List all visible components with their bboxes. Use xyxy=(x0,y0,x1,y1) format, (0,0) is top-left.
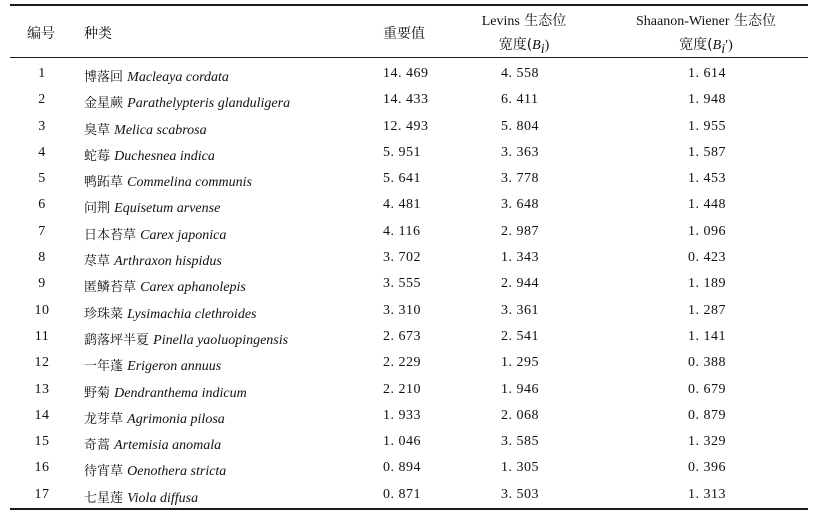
row-number: 4 xyxy=(38,144,46,160)
species-chinese-name: 待宵草 xyxy=(84,464,124,480)
table-header xyxy=(10,6,808,57)
importance-value: 0. 871 xyxy=(383,486,421,502)
shannon-wiener-breadth: 1. 141 xyxy=(688,328,726,344)
importance-value: 1. 933 xyxy=(383,407,421,423)
shannon-wiener-breadth: 0. 679 xyxy=(688,381,726,397)
levins-breadth: 3. 585 xyxy=(501,434,539,450)
levins-breadth: 1. 946 xyxy=(501,381,539,397)
table-row xyxy=(10,166,808,192)
species-chinese-name: 荩草 xyxy=(84,254,111,270)
importance-value: 4. 116 xyxy=(383,223,421,239)
row-number: 15 xyxy=(34,434,50,450)
shannon-wiener-breadth: 1. 448 xyxy=(688,197,726,213)
levins-breadth: 2. 068 xyxy=(501,407,539,423)
species-latin-name: Carex japonica xyxy=(140,227,227,243)
row-number: 2 xyxy=(38,92,46,108)
levins-breadth: 5. 804 xyxy=(501,118,539,134)
species-chinese-name: 臭草 xyxy=(84,122,111,138)
importance-value: 2. 210 xyxy=(383,381,421,397)
levins-breadth: 2. 944 xyxy=(501,276,539,292)
table-row xyxy=(10,403,808,429)
table-row xyxy=(10,114,808,140)
header-importance: 重要值 xyxy=(383,26,425,42)
row-number: 7 xyxy=(38,223,46,239)
shannon-wiener-breadth: 1. 587 xyxy=(688,144,726,160)
levins-breadth: 3. 503 xyxy=(501,486,539,502)
levins-breadth: 2. 541 xyxy=(501,328,539,344)
shannon-wiener-breadth: 0. 388 xyxy=(688,355,726,371)
species-name xyxy=(84,434,221,454)
species-latin-name: Commelina communis xyxy=(127,175,252,191)
levins-breadth: 3. 778 xyxy=(501,171,539,187)
species-name xyxy=(84,355,221,375)
shannon-wiener-breadth: 1. 313 xyxy=(688,486,726,502)
species-chinese-name: 日本苔草 xyxy=(84,227,137,243)
species-latin-name: Dendranthema indicum xyxy=(114,385,247,401)
species-name xyxy=(84,329,288,349)
table-body xyxy=(10,61,808,508)
species-name xyxy=(84,408,225,428)
header-no: 编号 xyxy=(27,26,55,42)
species-latin-name: Erigeron annuus xyxy=(127,359,222,375)
importance-value: 4. 481 xyxy=(383,197,421,213)
species-latin-name: Agrimonia pilosa xyxy=(127,411,225,427)
species-name xyxy=(84,145,215,165)
row-number: 6 xyxy=(38,197,46,213)
row-number: 11 xyxy=(34,328,50,344)
row-number: 1 xyxy=(38,66,46,81)
row-number: 12 xyxy=(34,355,50,371)
importance-value: 2. 229 xyxy=(383,355,421,371)
table-row xyxy=(10,245,808,271)
shannon-wiener-breadth: 0. 423 xyxy=(688,250,726,266)
row-number: 10 xyxy=(34,302,50,318)
species-latin-name: Duchesnea indica xyxy=(114,148,215,164)
species-latin-name: Lysimachia clethroides xyxy=(127,306,257,322)
levins-breadth: 3. 648 xyxy=(501,197,539,213)
species-name xyxy=(84,276,246,296)
table-row xyxy=(10,377,808,403)
species-latin-name: Artemisia anomala xyxy=(114,438,222,454)
species-name xyxy=(84,303,256,323)
header-levins-line2: 宽度$(B_i)$ xyxy=(498,37,550,57)
species-name xyxy=(84,224,226,244)
levins-breadth: 3. 361 xyxy=(501,302,539,318)
species-latin-name: Pinella yaoluopingensis xyxy=(153,332,289,348)
shannon-wiener-breadth: 0. 879 xyxy=(688,407,726,423)
header-sw-line2: 宽度$(B_i')$ xyxy=(679,37,733,57)
species-latin-name: Equisetum arvense xyxy=(114,201,221,217)
importance-value: 14. 433 xyxy=(383,92,429,108)
row-number: 9 xyxy=(38,276,46,292)
species-name xyxy=(84,197,220,217)
levins-breadth: 1. 343 xyxy=(501,250,539,266)
row-number: 8 xyxy=(38,250,46,266)
levins-breadth: 3. 363 xyxy=(501,144,539,160)
table-row xyxy=(10,140,808,166)
row-number: 14 xyxy=(34,407,50,423)
shannon-wiener-breadth: 0. 396 xyxy=(688,460,726,476)
species-chinese-name: 一年蓬 xyxy=(84,359,124,375)
row-number: 13 xyxy=(34,381,50,397)
levins-breadth: 6. 411 xyxy=(501,92,539,108)
table-row xyxy=(10,61,808,87)
species-chinese-name: 金星蕨 xyxy=(84,96,124,112)
species-name xyxy=(84,119,207,139)
shannon-wiener-breadth: 1. 329 xyxy=(688,434,726,450)
species-chinese-name: 野菊 xyxy=(84,385,111,401)
table-row xyxy=(10,192,808,218)
species-latin-name: Melica scabrosa xyxy=(114,122,207,138)
species-name xyxy=(84,66,229,86)
levins-breadth: 4. 558 xyxy=(501,66,539,81)
species-chinese-name: 蛇莓 xyxy=(84,148,111,164)
levins-breadth: 1. 305 xyxy=(501,460,539,476)
row-number: 3 xyxy=(38,118,46,134)
table-row xyxy=(10,87,808,113)
shannon-wiener-breadth: 1. 614 xyxy=(688,66,726,81)
levins-breadth: 2. 987 xyxy=(501,223,539,239)
shannon-wiener-breadth: 1. 287 xyxy=(688,302,726,318)
species-name xyxy=(84,460,226,480)
importance-value: 14. 469 xyxy=(383,66,429,81)
species-latin-name: Parathelypteris glanduligera xyxy=(127,96,291,112)
species-chinese-name: 奇蒿 xyxy=(84,438,111,454)
species-name xyxy=(84,250,222,270)
species-chinese-name: 鹞落坪半夏 xyxy=(84,332,150,348)
header-sw-line1: Shaanon-Wiener 生态位 xyxy=(636,13,776,29)
importance-value: 5. 641 xyxy=(383,171,421,187)
table-row xyxy=(10,324,808,350)
importance-value: 3. 555 xyxy=(383,276,421,292)
species-chinese-name: 匿鳞苔草 xyxy=(84,280,137,296)
importance-value: 0. 894 xyxy=(383,460,421,476)
row-number: 5 xyxy=(38,171,46,187)
table-row xyxy=(10,219,808,245)
species-name xyxy=(84,92,290,112)
species-latin-name: Macleaya cordata xyxy=(127,70,229,85)
table-row xyxy=(10,350,808,376)
species-chinese-name: 鸭跖草 xyxy=(84,175,124,191)
levins-breadth: 1. 295 xyxy=(501,355,539,371)
species-chinese-name: 珍珠菜 xyxy=(84,306,124,322)
table-row xyxy=(10,271,808,297)
importance-value: 2. 673 xyxy=(383,328,421,344)
shannon-wiener-breadth: 1. 453 xyxy=(688,171,726,187)
table-row xyxy=(10,298,808,324)
importance-value: 3. 310 xyxy=(383,302,421,318)
species-chinese-name: 博落回 xyxy=(84,70,124,85)
importance-value: 12. 493 xyxy=(383,118,429,134)
species-latin-name: Carex aphanolepis xyxy=(140,280,246,296)
header-levins-line1: Levins 生态位 xyxy=(481,13,567,29)
table-row xyxy=(10,482,808,508)
species-name xyxy=(84,382,247,402)
table-row xyxy=(10,429,808,455)
species-name xyxy=(84,487,198,507)
shannon-wiener-breadth: 1. 096 xyxy=(688,223,726,239)
species-latin-name: Oenothera stricta xyxy=(127,464,227,480)
species-chinese-name: 问荆 xyxy=(84,201,111,217)
shannon-wiener-breadth: 1. 189 xyxy=(688,276,726,292)
importance-value: 3. 702 xyxy=(383,250,421,266)
species-latin-name: Arthraxon hispidus xyxy=(114,254,222,270)
importance-value: 1. 046 xyxy=(383,434,421,450)
species-name xyxy=(84,171,252,191)
row-number: 17 xyxy=(34,486,50,502)
header-species: 种类 xyxy=(84,26,112,42)
importance-value: 5. 951 xyxy=(383,144,421,160)
species-chinese-name: 七星莲 xyxy=(84,490,124,506)
species-latin-name: Viola diffusa xyxy=(127,490,199,506)
species-table xyxy=(10,4,808,510)
table-row xyxy=(10,455,808,481)
species-chinese-name: 龙芽草 xyxy=(84,411,124,427)
shannon-wiener-breadth: 1. 955 xyxy=(688,118,726,134)
shannon-wiener-breadth: 1. 948 xyxy=(688,92,726,108)
row-number: 16 xyxy=(34,460,50,476)
